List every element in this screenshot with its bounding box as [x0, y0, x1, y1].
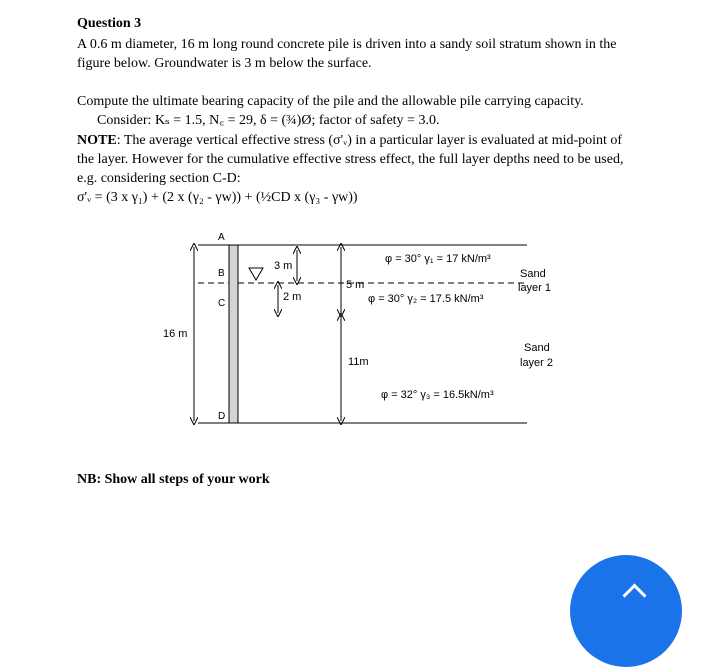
dim-5m-label: 5 m [346, 279, 365, 291]
dim-11m-label: 11m [348, 356, 369, 368]
point-d-label: D [218, 411, 226, 422]
water-table-icon [249, 268, 263, 280]
note-line-2: the layer. However for the cumulative effective stress effect, the full layer depths need to be used, [77, 152, 624, 167]
nb-text: NB: Show all steps of your work [77, 472, 270, 487]
layer2-props: φ = 32° γ₃ = 16.5kN/m³ [381, 389, 494, 401]
pile [229, 245, 238, 423]
chevron-up-icon [622, 583, 646, 607]
layer1-props: φ = 30° γ₁ = 17 kN/m³ [385, 253, 491, 265]
point-a-label: A [218, 232, 225, 243]
intro-line-2: figure below. Groundwater is 3 m below the surface. [77, 56, 372, 71]
dim-2m-label: 2 m [283, 291, 302, 303]
question-title: Question 3 [77, 16, 142, 31]
intro-line-1: A 0.6 m diameter, 16 m long round concrete pile is driven into a sandy soil stratum shown in the [77, 37, 617, 52]
dim-3m-label: 3 m [274, 260, 293, 272]
note-label: NOTE [77, 133, 117, 148]
point-b-label: B [218, 268, 225, 279]
note-text: : The average vertical effective stress (σ'ᵥ) in a particular layer is evaluated at mid-point of [116, 133, 623, 148]
formula: σ'ᵥ = (3 x γ₁) + (2 x (γ₂ - γw)) + (½CD x (γ₃ - γw)) [77, 190, 358, 205]
dim-16m-label: 16 m [163, 328, 188, 340]
note-line-3: e.g. considering section C-D: [77, 171, 241, 186]
sand1-label-2: layer 1 [518, 282, 552, 294]
task-text: Compute the ultimate bearing capacity of the pile and the allowable pile carrying capacity. [77, 94, 584, 109]
fab-button[interactable] [570, 555, 682, 667]
layer1b-props: φ = 30° γ₂ = 17.5 kN/m³ [368, 293, 484, 305]
sand1-label-1: Sand [520, 268, 546, 280]
consider-text: Consider: Kₛ = 1.5, N꜀ = 29, δ = (¾)Ø; factor of safety = 3.0. [97, 113, 440, 128]
sand2-label-2: layer 2 [520, 357, 554, 369]
point-c-label: C [218, 298, 226, 309]
sand2-label-1: Sand [524, 342, 550, 354]
